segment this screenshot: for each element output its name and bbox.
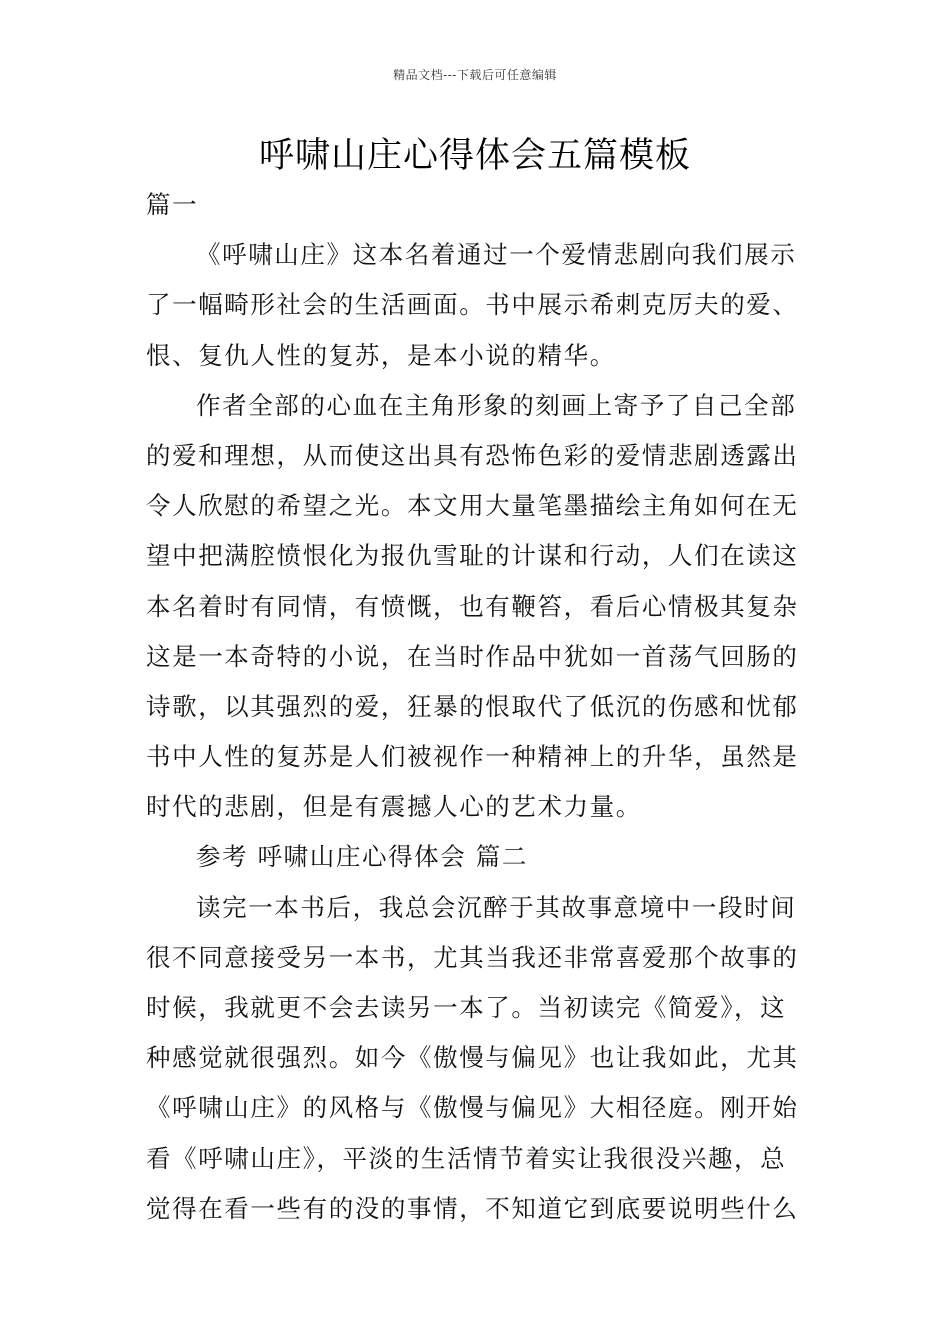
header-note: 精品文档---下载后可任意编辑 <box>393 68 557 82</box>
text-line: 觉得在看一些有的没的事情，不知道它到底要说明些什么 <box>146 1193 799 1223</box>
text-line: 看《呼啸山庄》，平淡的生活情节着实让我很没兴趣，总 <box>146 1143 787 1173</box>
text-line: 种感觉就很强烈。如今《傲慢与偏见》也让我如此，尤其 <box>146 1043 799 1073</box>
text-line: 了一幅畸形社会的生活画面。书中展示希刺克厉夫的爱、 <box>146 290 799 320</box>
section-heading: 篇一 <box>146 190 199 219</box>
text-line: 的爱和理想，从而使这出具有恐怖色彩的爱情悲剧透露出 <box>146 440 799 470</box>
text-line: 参考 呼啸山庄心得体会 篇二 <box>196 842 528 872</box>
text-line: 书中人性的复苏是人们被视作一种精神上的升华，虽然是 <box>146 742 799 772</box>
text-line: 时代的悲剧，但是有震撼人心的艺术力量。 <box>146 792 642 822</box>
text-line: 恨、复仇人性的复苏，是本小说的精华。 <box>146 340 616 370</box>
text-line: 这是一本奇特的小说，在当时作品中犹如一首荡气回肠的 <box>146 641 799 671</box>
text-line: 作者全部的心血在主角形象的刻画上寄予了自己全部 <box>196 390 797 420</box>
document-body <box>146 180 806 1234</box>
document-title: 呼啸山庄心得体会五篇模板 <box>258 136 691 176</box>
text-line: 读完一本书后，我总会沉醉于其故事意境中一段时间 <box>196 892 797 922</box>
text-line: 很不同意接受另一本书，尤其当我还非常喜爱那个故事的 <box>146 942 799 972</box>
text-line: 《呼啸山庄》这本名着通过一个爱情悲剧向我们展示 <box>196 240 797 270</box>
text-line: 《呼啸山庄》的风格与《傲慢与偏见》大相径庭。刚开始 <box>146 1093 799 1123</box>
text-line: 诗歌，以其强烈的爱，狂暴的恨取代了低沉的伤感和忧郁 <box>146 691 799 721</box>
text-line: 时候，我就更不会去读另一本了。当初读完《简爱》，这 <box>146 993 787 1022</box>
text-line: 令人欣慰的希望之光。本文用大量笔墨描绘主角如何在无 <box>146 491 799 521</box>
text-line: 望中把满腔愤恨化为报仇雪耻的计谋和行动，人们在读这 <box>146 541 799 571</box>
text-line: 本名着时有同情，有愤慨，也有鞭笞，看后心情极其复杂 <box>146 591 799 621</box>
